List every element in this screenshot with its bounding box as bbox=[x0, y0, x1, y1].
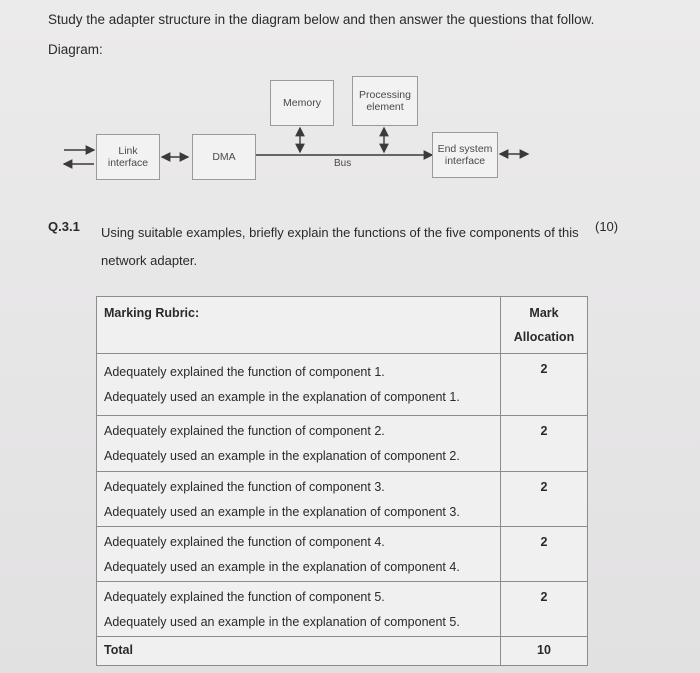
criteria-line: Adequately used an example in the explanation of component 1. bbox=[104, 390, 460, 404]
link-interface-label-2: interface bbox=[107, 157, 149, 169]
end-system-interface-box bbox=[432, 132, 498, 178]
rubric-mark-cell: 2 bbox=[501, 582, 588, 637]
memory-box bbox=[270, 80, 334, 126]
dma-label: DMA bbox=[212, 151, 236, 163]
rubric-total-row bbox=[97, 637, 588, 666]
adapter-diagram bbox=[60, 62, 540, 192]
criteria-line: Adequately used an example in the explanation of component 2. bbox=[104, 449, 460, 463]
rubric-total-mark: 10 bbox=[501, 637, 588, 666]
bus-label: Bus bbox=[334, 158, 352, 169]
rubric-header-mark bbox=[501, 297, 588, 354]
criteria-line: Adequately used an example in the explanation of component 5. bbox=[104, 615, 460, 629]
criteria-line: Adequately used an example in the explanation of component 3. bbox=[104, 505, 460, 519]
rubric-mark-cell: 2 bbox=[501, 472, 588, 527]
rubric-criteria-cell bbox=[97, 582, 501, 637]
criteria-line: Adequately explained the function of component 4. bbox=[104, 535, 385, 549]
rubric-header-mark-2: Allocation bbox=[513, 330, 575, 344]
question-text: Using suitable examples, briefly explain the functions of the five components of this network adapter. bbox=[101, 225, 579, 268]
rubric-mark-cell: 2 bbox=[501, 354, 588, 416]
criteria-line: Adequately explained the function of component 5. bbox=[104, 590, 385, 604]
rubric-row bbox=[97, 527, 588, 582]
processing-label-1: Processing bbox=[359, 89, 411, 101]
rubric-mark-cell: 2 bbox=[501, 416, 588, 472]
rubric-row bbox=[97, 416, 588, 472]
rubric-header-criteria: Marking Rubric: bbox=[97, 297, 501, 354]
dma-box bbox=[192, 134, 256, 180]
memory-label: Memory bbox=[283, 97, 321, 109]
rubric-row bbox=[97, 472, 588, 527]
criteria-line: Adequately explained the function of component 3. bbox=[104, 480, 385, 494]
link-interface-label-1: Link bbox=[118, 145, 138, 157]
rubric-criteria-cell bbox=[97, 354, 501, 416]
processing-label-2: element bbox=[366, 101, 404, 113]
rubric-criteria-cell bbox=[97, 527, 501, 582]
rubric-criteria-cell bbox=[97, 416, 501, 472]
rubric-row bbox=[97, 354, 588, 416]
criteria-line: Adequately explained the function of component 2. bbox=[104, 424, 385, 438]
criteria-line: Adequately used an example in the explanation of component 4. bbox=[104, 560, 460, 574]
rubric-total-label: Total bbox=[97, 637, 501, 666]
rubric-header-row bbox=[97, 297, 588, 354]
question-number: Q.3.1 bbox=[48, 219, 80, 234]
question-marks: (10) bbox=[595, 219, 619, 234]
rubric-criteria-cell bbox=[97, 472, 501, 527]
instructions: Study the adapter structure in the diagram below and then answer the questions that follow. bbox=[48, 12, 595, 27]
marking-rubric-table bbox=[96, 296, 588, 666]
diagram-label: Diagram: bbox=[48, 42, 103, 57]
rubric-header-mark-1: Mark bbox=[529, 306, 559, 320]
rubric-mark-cell: 2 bbox=[501, 527, 588, 582]
link-interface-box bbox=[96, 134, 160, 180]
criteria-line: Adequately explained the function of component 1. bbox=[104, 365, 385, 379]
end-system-label-1: End system bbox=[437, 143, 493, 155]
end-system-label-2: interface bbox=[444, 155, 486, 167]
processing-element-box bbox=[352, 76, 418, 126]
rubric-row bbox=[97, 582, 588, 637]
